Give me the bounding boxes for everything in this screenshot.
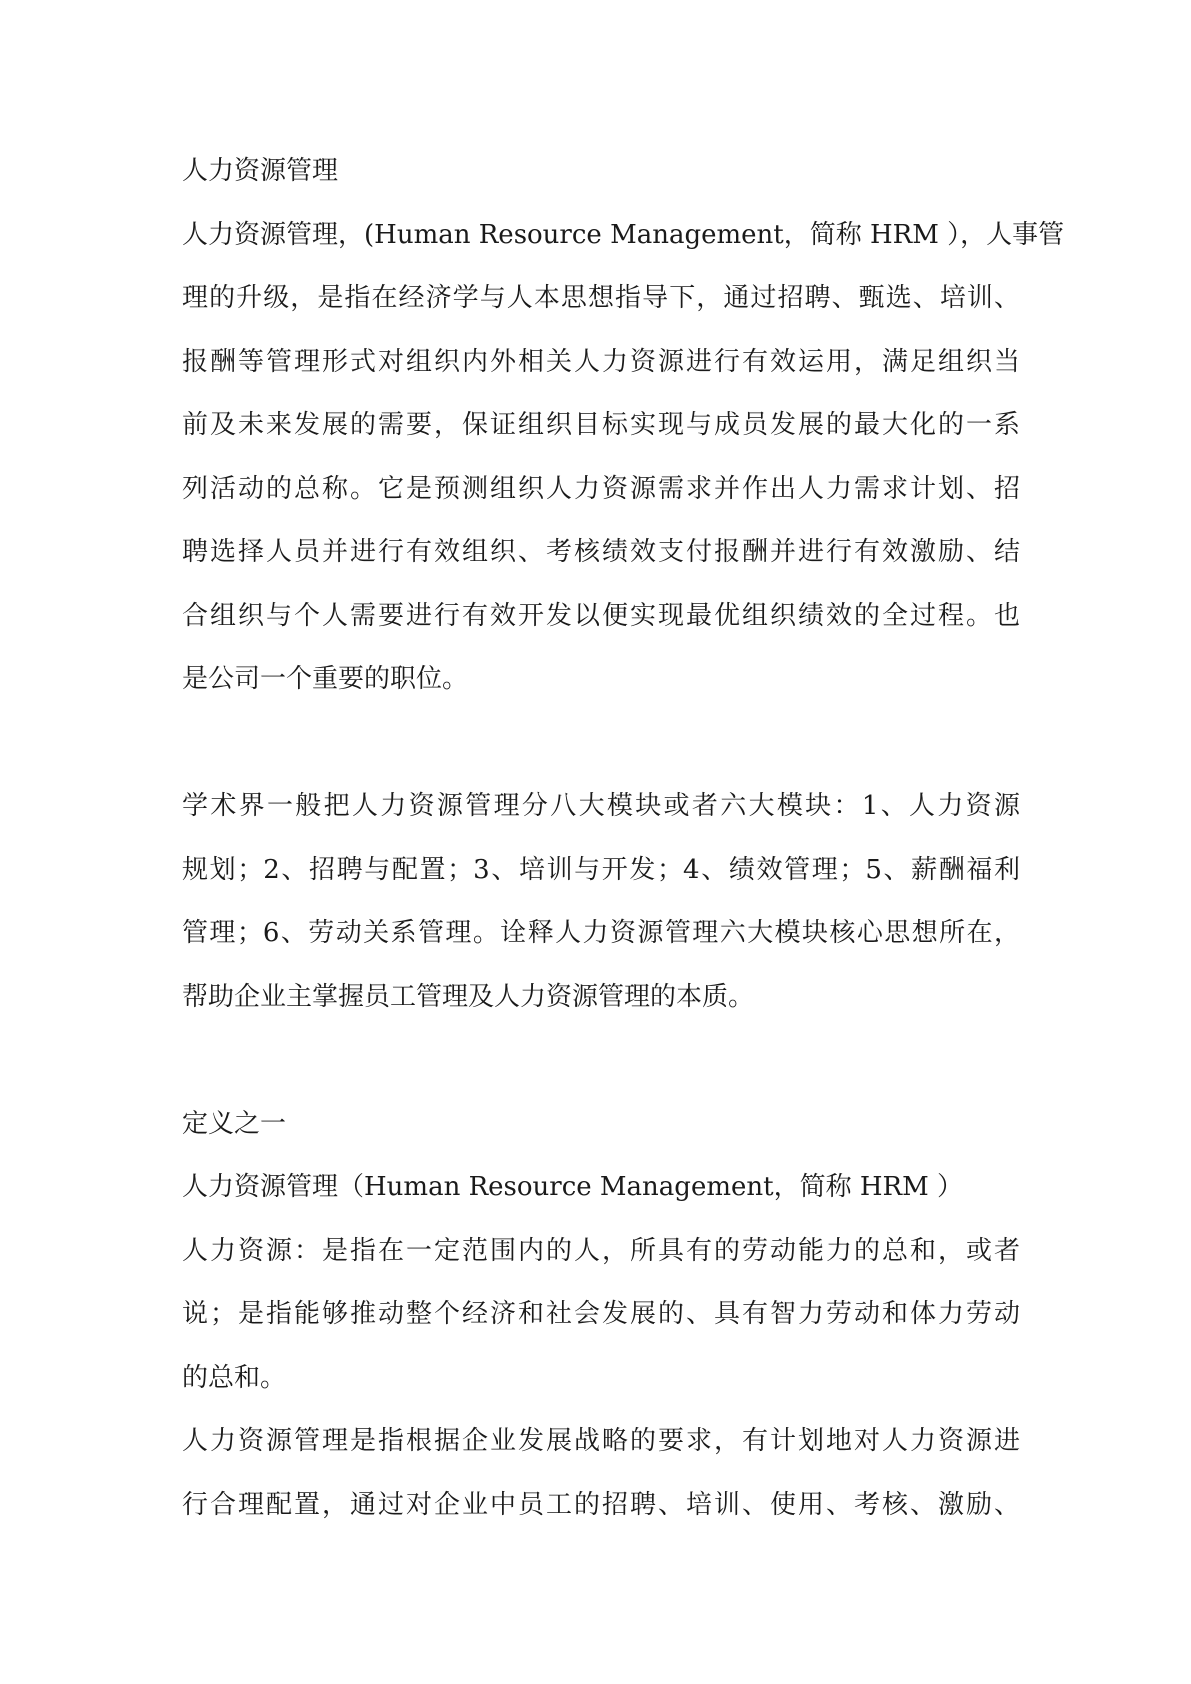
paragraph-line: 人力资源管理，(Human Resource Management，简称 HRM ），人事管: [182, 219, 1065, 250]
document-title: 人力资源管理: [182, 156, 339, 186]
paragraph-line: 规划；2、招聘与配置；3、培训与开发；4、绩效管理；5、薪酬福利: [182, 854, 1020, 885]
paragraph-line: 聘选择人员并进行有效组织、考核绩效支付报酬并进行有效激励、结: [182, 537, 1020, 567]
paragraph-line: 人力资源管理是指根据企业发展战略的要求，有计划地对人力资源进: [182, 1426, 1020, 1456]
paragraph-spacer: [182, 712, 1020, 776]
paragraph-line: 行合理配置，通过对企业中员工的招聘、培训、使用、考核、激励、: [182, 1489, 1020, 1520]
paragraph-spacer: [182, 1029, 1020, 1093]
modules-paragraph: [182, 775, 1020, 1029]
paragraph-line: 前及未来发展的需要，保证组织目标实现与成员发展的最大化的一系: [182, 410, 1020, 440]
paragraph-line: 人力资源：是指在一定范围内的人，所具有的劳动能力的总和，或者: [182, 1235, 1020, 1266]
paragraph-line: 管理；6、劳动关系管理。诠释人力资源管理六大模块核心思想所在，: [182, 918, 1020, 948]
paragraph-line: 报酬等管理形式对组织内外相关人力资源进行有效运用，满足组织当: [182, 346, 1020, 377]
document-body: [182, 140, 1065, 1537]
paragraph-line: 学术界一般把人力资源管理分八大模块或者六大模块：1、人力资源: [182, 791, 1020, 821]
paragraph-line: 的总和。: [182, 1362, 287, 1393]
management-paragraph: [182, 1410, 1020, 1537]
definition-heading: 定义之一: [182, 1108, 287, 1139]
paragraph-line: 是公司一个重要的职位。: [182, 664, 469, 694]
paragraph-line: 合组织与个人需要进行有效开发以便实现最优组织绩效的全过程。也: [182, 600, 1020, 631]
intro-paragraph: [182, 204, 1065, 712]
resource-paragraph: [182, 1220, 1020, 1411]
paragraph-line: 帮助企业主掌握员工管理及人力资源管理的本质。: [182, 981, 755, 1012]
definition-subtitle: 人力资源管理（Human Resource Management，简称 HRM ）: [182, 1172, 963, 1202]
paragraph-line: 说；是指能够推动整个经济和社会发展的、具有智力劳动和体力劳动: [182, 1299, 1020, 1329]
paragraph-line: 列活动的总称。它是预测组织人力资源需求并作出人力需求计划、招: [182, 473, 1020, 504]
paragraph-line: 理的升级，是指在经济学与人本思想指导下，通过招聘、甄选、培训、: [182, 283, 1020, 313]
